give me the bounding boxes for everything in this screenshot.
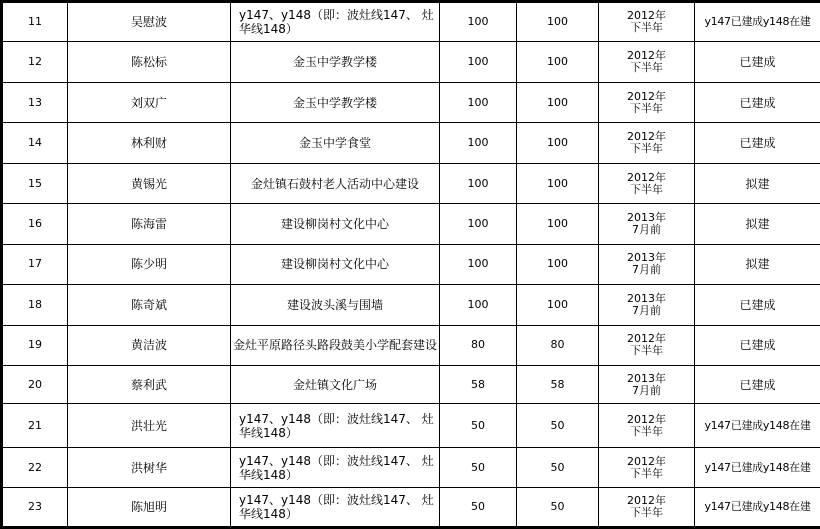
row-number: 20 (2, 366, 68, 404)
time-cell (599, 325, 695, 365)
time-year: 2012年 (627, 89, 666, 103)
time-period: 下半年 (630, 424, 663, 438)
time-year: 2012年 (627, 9, 666, 23)
time-year: 2013年 (627, 251, 666, 265)
status: 已建成 (695, 123, 820, 163)
amount-pledged: 100 (440, 204, 517, 244)
row-number: 14 (2, 123, 68, 163)
person-name: 刘双广 (68, 82, 231, 122)
amount-pledged: 50 (440, 404, 517, 448)
table-row (2, 163, 820, 203)
person-name: 黄洁波 (68, 325, 231, 365)
time-cell (599, 285, 695, 325)
time-year: 2012年 (627, 454, 666, 468)
row-number: 17 (2, 244, 68, 284)
time-cell (599, 42, 695, 82)
person-name: 洪树华 (68, 448, 231, 488)
person-name: 林利财 (68, 123, 231, 163)
amount-paid: 100 (517, 163, 599, 203)
time-year: 2012年 (627, 130, 666, 144)
amount-pledged: 100 (440, 82, 517, 122)
row-number: 12 (2, 42, 68, 82)
table-body (2, 2, 820, 528)
table-row (2, 366, 820, 404)
table-row (2, 404, 820, 448)
time-year: 2012年 (627, 49, 666, 63)
project-name: 金玉中学教学楼 (231, 82, 440, 122)
time-period: 7月前 (632, 303, 661, 317)
time-period: 下半年 (630, 101, 663, 115)
project-name: y147、y148（即：波灶线147、 灶华线148） (231, 448, 440, 488)
row-number: 18 (2, 285, 68, 325)
row-number: 16 (2, 204, 68, 244)
amount-paid: 100 (517, 285, 599, 325)
person-name: 洪壮光 (68, 404, 231, 448)
status: 已建成 (695, 285, 820, 325)
row-number: 19 (2, 325, 68, 365)
table-row (2, 2, 820, 42)
person-name: 陈奇斌 (68, 285, 231, 325)
time-year: 2012年 (627, 170, 666, 184)
status: 拟建 (695, 163, 820, 203)
table-row (2, 285, 820, 325)
status: 已建成 (695, 366, 820, 404)
time-year: 2012年 (627, 494, 666, 508)
row-number: 13 (2, 82, 68, 122)
person-name: 陈海雷 (68, 204, 231, 244)
time-period: 7月前 (632, 383, 661, 397)
amount-paid: 100 (517, 82, 599, 122)
person-name: 蔡利武 (68, 366, 231, 404)
amount-pledged: 100 (440, 163, 517, 203)
amount-paid: 100 (517, 204, 599, 244)
amount-paid: 50 (517, 404, 599, 448)
amount-paid: 100 (517, 123, 599, 163)
project-name: 金灶镇石鼓村老人活动中心建设 (231, 163, 440, 203)
amount-pledged: 80 (440, 325, 517, 365)
table-row (2, 123, 820, 163)
time-period: 7月前 (632, 222, 661, 236)
time-cell (599, 366, 695, 404)
row-number: 21 (2, 404, 68, 448)
project-name: 金灶平原路径头路段鼓美小学配套建设 (231, 325, 440, 365)
project-name: y147、y148（即：波灶线147、 灶华线148） (231, 2, 440, 42)
time-year: 2012年 (627, 412, 666, 426)
table-row (2, 42, 820, 82)
time-period: 7月前 (632, 263, 661, 277)
amount-pledged: 58 (440, 366, 517, 404)
status: 已建成 (695, 325, 820, 365)
status: 拟建 (695, 244, 820, 284)
project-name: y147、y148（即：波灶线147、 灶华线148） (231, 404, 440, 448)
status: 已建成 (695, 82, 820, 122)
project-name: 建设柳岗村文化中心 (231, 204, 440, 244)
amount-paid: 50 (517, 448, 599, 488)
table-row (2, 488, 820, 528)
amount-paid: 50 (517, 488, 599, 528)
time-cell (599, 244, 695, 284)
row-number: 15 (2, 163, 68, 203)
time-period: 下半年 (630, 344, 663, 358)
status: 拟建 (695, 204, 820, 244)
person-name: 吴慰波 (68, 2, 231, 42)
amount-paid: 80 (517, 325, 599, 365)
person-name: 黄锡光 (68, 163, 231, 203)
table-row (2, 325, 820, 365)
time-year: 2012年 (627, 332, 666, 346)
time-cell (599, 2, 695, 42)
amount-pledged: 100 (440, 285, 517, 325)
time-year: 2013年 (627, 210, 666, 224)
time-cell (599, 163, 695, 203)
time-year: 2013年 (627, 371, 666, 385)
project-name: 建设波头溪与围墙 (231, 285, 440, 325)
row-number: 23 (2, 488, 68, 528)
amount-paid: 58 (517, 366, 599, 404)
time-period: 下半年 (630, 21, 663, 35)
status: y147已建成y148在建 (695, 488, 820, 528)
time-period: 下半年 (630, 506, 663, 520)
amount-paid: 100 (517, 42, 599, 82)
time-cell (599, 82, 695, 122)
table-row (2, 204, 820, 244)
time-cell (599, 404, 695, 448)
time-cell (599, 123, 695, 163)
person-name: 陈少明 (68, 244, 231, 284)
status: y147已建成y148在建 (695, 2, 820, 42)
row-number: 22 (2, 448, 68, 488)
time-period: 下半年 (630, 142, 663, 156)
time-period: 下半年 (630, 466, 663, 480)
status: y147已建成y148在建 (695, 448, 820, 488)
project-name: y147、y148（即：波灶线147、 灶华线148） (231, 488, 440, 528)
table-row (2, 244, 820, 284)
time-year: 2013年 (627, 291, 666, 305)
row-number: 11 (2, 2, 68, 42)
project-name: 金灶镇文化广场 (231, 366, 440, 404)
amount-paid: 100 (517, 244, 599, 284)
project-name: 金玉中学食堂 (231, 123, 440, 163)
status: y147已建成y148在建 (695, 404, 820, 448)
amount-pledged: 100 (440, 123, 517, 163)
table-row (2, 82, 820, 122)
amount-pledged: 100 (440, 42, 517, 82)
time-cell (599, 204, 695, 244)
time-cell (599, 448, 695, 488)
project-name: 金玉中学教学楼 (231, 42, 440, 82)
time-cell (599, 488, 695, 528)
amount-pledged: 50 (440, 488, 517, 528)
amount-pledged: 100 (440, 244, 517, 284)
amount-pledged: 50 (440, 448, 517, 488)
project-name: 建设柳岗村文化中心 (231, 244, 440, 284)
time-period: 下半年 (630, 61, 663, 75)
time-period: 下半年 (630, 182, 663, 196)
person-name: 陈松标 (68, 42, 231, 82)
amount-paid: 100 (517, 2, 599, 42)
person-name: 陈旭明 (68, 488, 231, 528)
table-row (2, 448, 820, 488)
amount-pledged: 100 (440, 2, 517, 42)
status: 已建成 (695, 42, 820, 82)
